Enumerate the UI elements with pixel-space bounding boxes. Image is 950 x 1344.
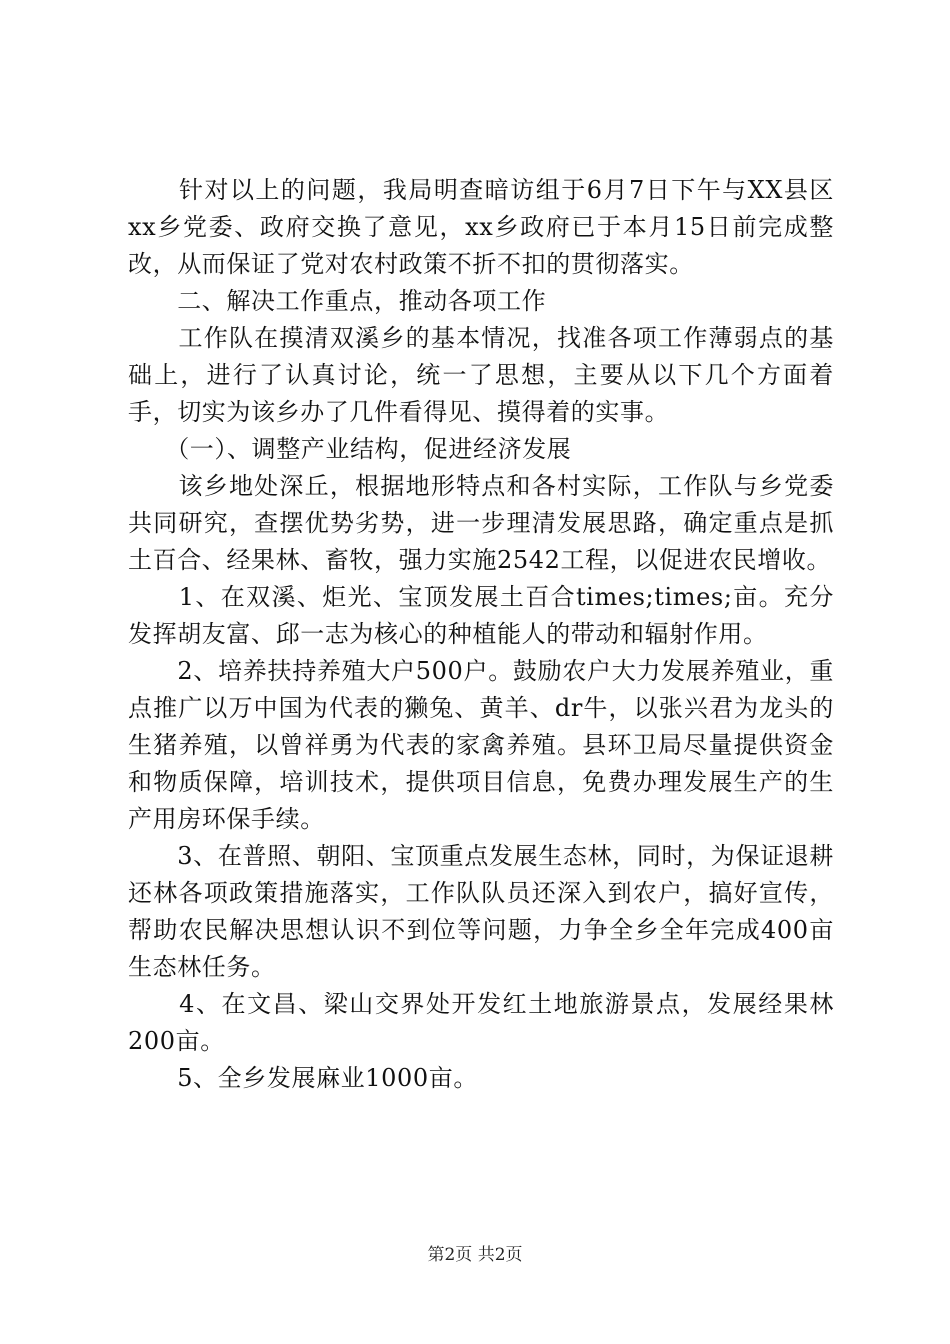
list-item-3: 3、在普照、朝阳、宝顶重点发展生态林，同时，为保证退耕还林各项政策措施落实，工作队队员还深入到农户，搞好宣传，帮助农民解决思想认识不到位等问题，力争全乡全年完成400亩生态林任务。: [128, 842, 834, 981]
list-item-2: 2、培养扶持养殖大户500户。鼓励农户大力发展养殖业，重点推广以万中国为代表的獭兔、黄羊、dr牛，以张兴君为龙头的生猪养殖，以曾祥勇为代表的家禽养殖。县环卫局尽量提供资金和物质保障，培训技术，提供项目信息，免费办理发展生产的生产用房环保手续。: [128, 657, 834, 833]
paragraph-rectification: 针对以上的问题，我局明查暗访组于6月7日下午与XX县区xx乡党委、政府交换了意见，xx乡政府已于本月15日前完成整改，从而保证了党对农村政策不折不扣的贯彻落实。: [128, 176, 834, 278]
paragraph-work-team: 工作队在摸清双溪乡的基本情况，找准各项工作薄弱点的基础上，进行了认真讨论，统一了思想，主要从以下几个方面着手，切实为该乡办了几件看得见、摸得着的实事。: [128, 324, 834, 426]
page-footer: 第2页 共2页: [427, 1245, 523, 1265]
document-body: [128, 172, 834, 1097]
list-item-5: 5、全乡发展麻业1000亩。: [128, 1064, 478, 1092]
paragraph-terrain: 该乡地处深丘，根据地形特点和各村实际，工作队与乡党委共同研究，查摆优势劣势，进一步理清发展思路，确定重点是抓土百合、经果林、畜牧，强力实施2542工程，以促进农民增收。: [128, 472, 834, 574]
heading-section-two: 二、解决工作重点，推动各项工作: [128, 287, 547, 315]
list-item-1: 1、在双溪、炬光、宝顶发展土百合times;times;亩。充分发挥胡友富、邱一志为核心的种植能人的带动和辐射作用。: [128, 583, 834, 648]
list-item-4: 4、在文昌、梁山交界处开发红土地旅游景点，发展经果林200亩。: [128, 990, 834, 1055]
heading-subsection-one: （一）、调整产业结构，促进经济发展: [128, 435, 572, 463]
